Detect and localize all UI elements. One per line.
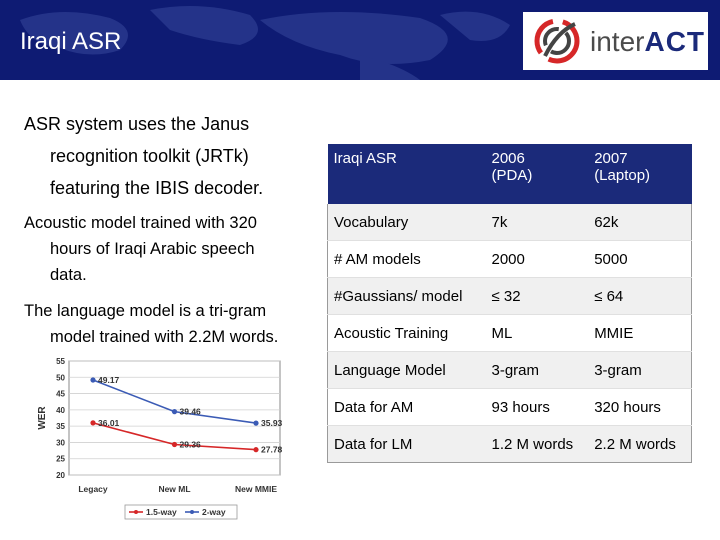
table-cell: 1.2 M words <box>485 426 588 463</box>
table-cell: MMIE <box>588 315 691 352</box>
bullet-line: data. <box>50 266 87 284</box>
table-row <box>328 204 692 241</box>
table-header-cell: 2006 (PDA) <box>485 144 588 204</box>
table-cell: 5000 <box>588 241 691 278</box>
data-label: 36.01 <box>98 417 120 428</box>
x-tick-label: New MMIE <box>234 484 278 494</box>
data-label: 29.36 <box>179 439 201 450</box>
y-tick-label: 25 <box>56 454 65 464</box>
legend-marker <box>134 510 138 514</box>
table-cell: Data for LM <box>328 426 486 463</box>
table-cell: ≤ 32 <box>485 278 588 315</box>
y-tick-label: 20 <box>56 471 65 480</box>
bullet-line: The language model is a tri-gram <box>24 302 267 320</box>
bullet-line: model trained with 2.2M words. <box>50 328 279 346</box>
slide-header <box>0 0 720 80</box>
table-cell: #Gaussians/ model <box>328 278 486 315</box>
table-cell: Acoustic Training <box>328 315 486 352</box>
table-row <box>328 389 692 426</box>
y-tick-label: 40 <box>56 405 65 415</box>
table-cell: ML <box>485 315 588 352</box>
table-header-cell: 2007 (Laptop) <box>588 144 691 204</box>
table-cell: # AM models <box>328 241 486 278</box>
table-cell: 93 hours <box>485 389 588 426</box>
data-label: 27.78 <box>261 444 283 455</box>
table-cell: 2.2 M words <box>588 426 691 463</box>
y-tick-label: 35 <box>56 422 65 432</box>
table-cell: ≤ 64 <box>588 278 691 315</box>
y-tick-label: 50 <box>56 373 65 383</box>
bullet-list <box>24 108 314 360</box>
bullet-line: hours of Iraqi Arabic speech <box>50 240 255 258</box>
bullet-line: featuring the IBIS decoder. <box>50 178 264 198</box>
table-cell: 62k <box>588 204 691 241</box>
interact-logo <box>523 12 708 70</box>
legend-entry: 2-way <box>202 507 226 517</box>
data-point <box>253 447 258 452</box>
table-header-cell: Iraqi ASR <box>328 144 486 204</box>
table-cell: Data for AM <box>328 389 486 426</box>
table-row <box>328 315 692 352</box>
bullet-item <box>24 298 314 350</box>
data-point <box>253 421 258 426</box>
bullet-line: recognition toolkit (JRTk) <box>50 146 249 166</box>
table-cell: 320 hours <box>588 389 691 426</box>
data-point <box>172 409 177 414</box>
slide-title: Iraqi ASR <box>20 28 122 55</box>
wer-line-chart <box>35 353 285 525</box>
y-tick-label: 45 <box>56 389 65 399</box>
table-cell: 2000 <box>485 241 588 278</box>
data-label: 39.46 <box>179 406 201 417</box>
table-row <box>328 241 692 278</box>
table-header-row <box>328 144 692 204</box>
data-point <box>172 442 177 447</box>
table-cell: 3-gram <box>485 352 588 389</box>
legend-marker <box>190 510 194 514</box>
logo-text-act: ACT <box>644 26 706 57</box>
bullet-line: ASR system uses the Janus <box>24 114 250 134</box>
table-cell: 7k <box>485 204 588 241</box>
legend-entry: 1.5-way <box>146 507 177 517</box>
data-label: 35.93 <box>261 418 283 429</box>
table-row <box>328 278 692 315</box>
x-tick-label: New ML <box>158 484 191 494</box>
x-tick-label: Legacy <box>78 484 108 494</box>
bullet-item <box>24 210 314 288</box>
table-row <box>328 426 692 463</box>
bullet-item <box>24 108 314 204</box>
globe-logo-icon <box>527 12 587 70</box>
y-tick-label: 55 <box>56 357 65 366</box>
y-axis-label: WER <box>37 406 48 430</box>
data-label: 49.17 <box>98 374 120 385</box>
asr-comparison-table <box>327 144 692 463</box>
table-cell: 3-gram <box>588 352 691 389</box>
y-tick-label: 30 <box>56 438 65 448</box>
bullet-line: Acoustic model trained with 320 <box>24 214 257 232</box>
table-cell: Language Model <box>328 352 486 389</box>
logo-text-inter: inter <box>590 26 645 57</box>
data-point <box>90 377 95 382</box>
data-point <box>90 420 95 425</box>
table-row <box>328 352 692 389</box>
table-cell: Vocabulary <box>328 204 486 241</box>
